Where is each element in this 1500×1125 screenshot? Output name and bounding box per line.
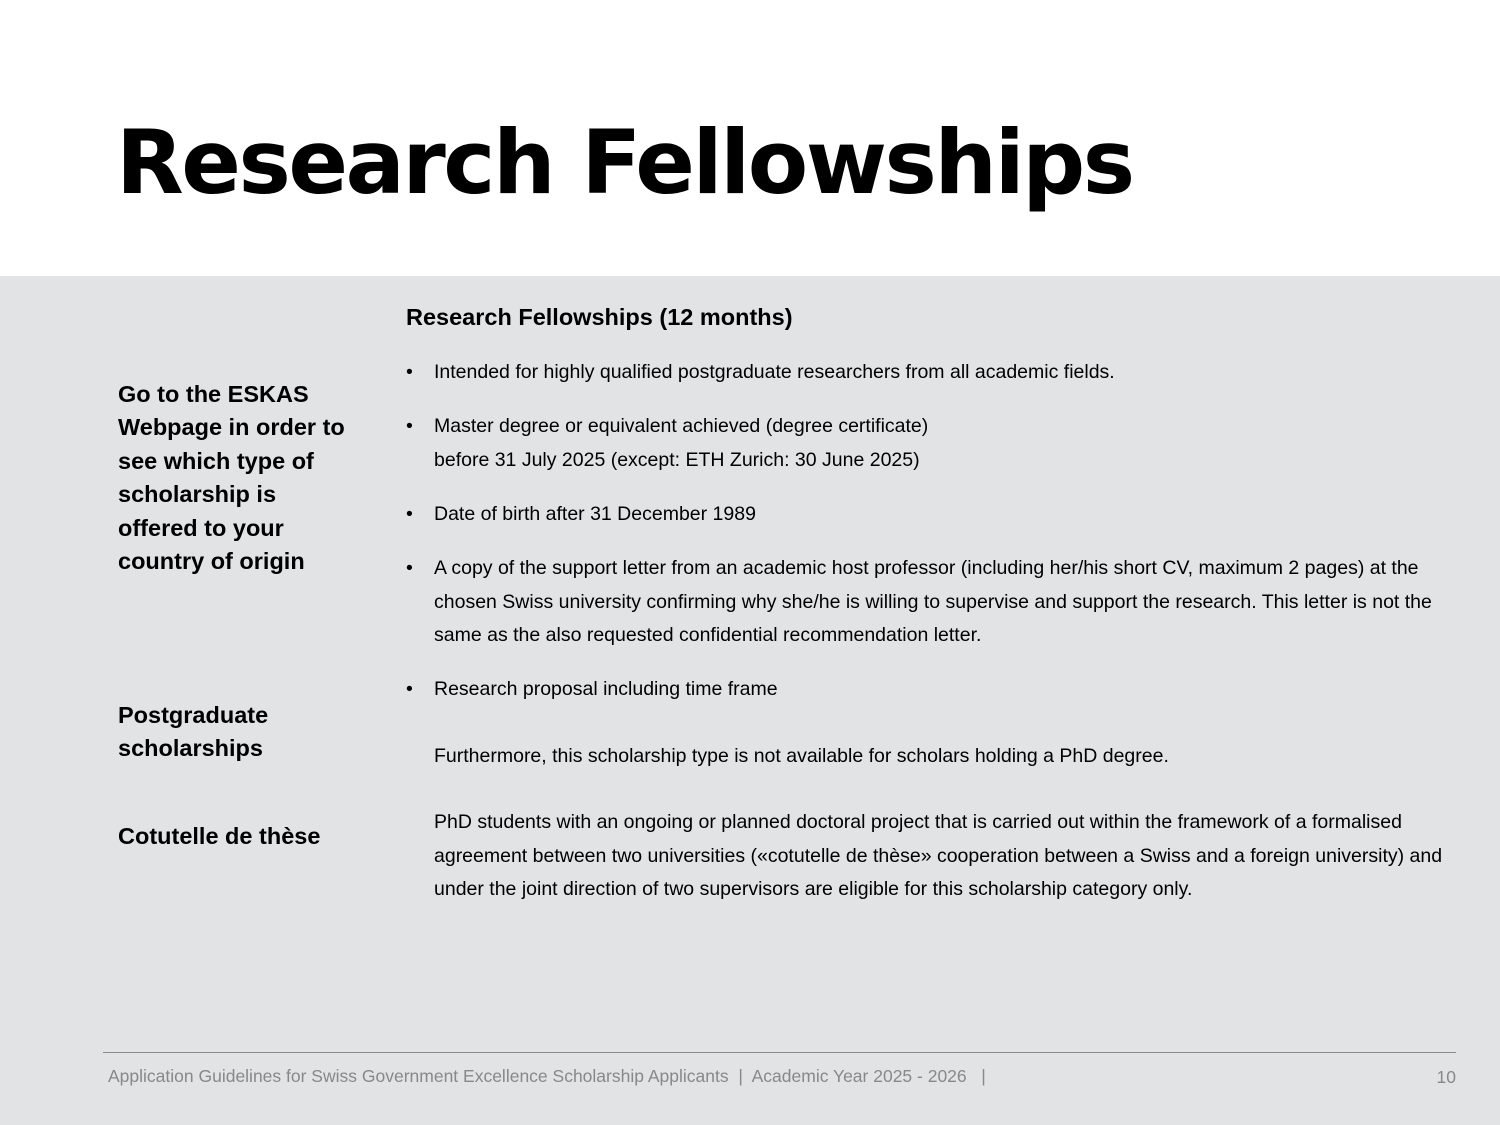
footer-text: Application Guidelines for Swiss Government Excellence Scholarship Applicants | Academic Year 2025 - 2026 | — [108, 1066, 986, 1086]
list-item-text: Date of birth after 31 December 1989 — [434, 503, 756, 525]
postgraduate-note: Furthermore, this scholarship type is not available for scholars holding a PhD degree. — [434, 745, 1169, 767]
list-item-text: Intended for highly qualified postgraduate researchers from all academic fields. — [434, 361, 1115, 383]
cotutelle-note: PhD students with an ongoing or planned doctoral project that is carried out within the framework of a formalised agreement between two universities («cotutelle de thèse» cooperation between a Swiss and a foreign university) and under the joint direction of two supervisors are eligible for this scholarship category only. — [434, 811, 1443, 901]
list-item — [406, 410, 1471, 477]
list-item — [406, 552, 1471, 653]
slide-header — [0, 0, 1500, 276]
list-item-text: Master degree or equivalent achieved (degree certificate) before 31 July 2025 (except: ETH Zurich: 30 June 2025) — [434, 415, 929, 471]
list-item-text: A copy of the support letter from an academic host professor (including her/his short CV, maximum 2 pages) at the chosen Swiss university confirming why she/he is willing to supervise and support the research. This letter is not the same as the also requested confidential recommendation letter. — [434, 557, 1432, 647]
bullet-marker: • — [406, 361, 413, 383]
sidebar-label-postgraduate: Postgraduate scholarships — [118, 702, 269, 762]
bullet-marker: • — [406, 503, 413, 525]
bullet-marker: • — [406, 678, 413, 700]
slide-title: Research Fellowships — [116, 111, 1133, 214]
list-item — [406, 498, 1471, 532]
list-item — [406, 356, 1471, 390]
footer-divider — [103, 1052, 1456, 1053]
list-item-text: Research proposal including time frame — [434, 678, 778, 700]
section-heading: Research Fellowships (12 months) — [406, 304, 793, 330]
list-item — [406, 673, 1471, 707]
bullet-marker: • — [406, 557, 413, 579]
sidebar-label-cotutelle: Cotutelle de thèse — [118, 823, 321, 849]
page-number: 10 — [1436, 1067, 1456, 1087]
sidebar-label-eskas: Go to the ESKAS Webpage in order to see which type of scholarship is offered to your country of origin — [118, 381, 345, 575]
bullet-marker: • — [406, 415, 413, 437]
